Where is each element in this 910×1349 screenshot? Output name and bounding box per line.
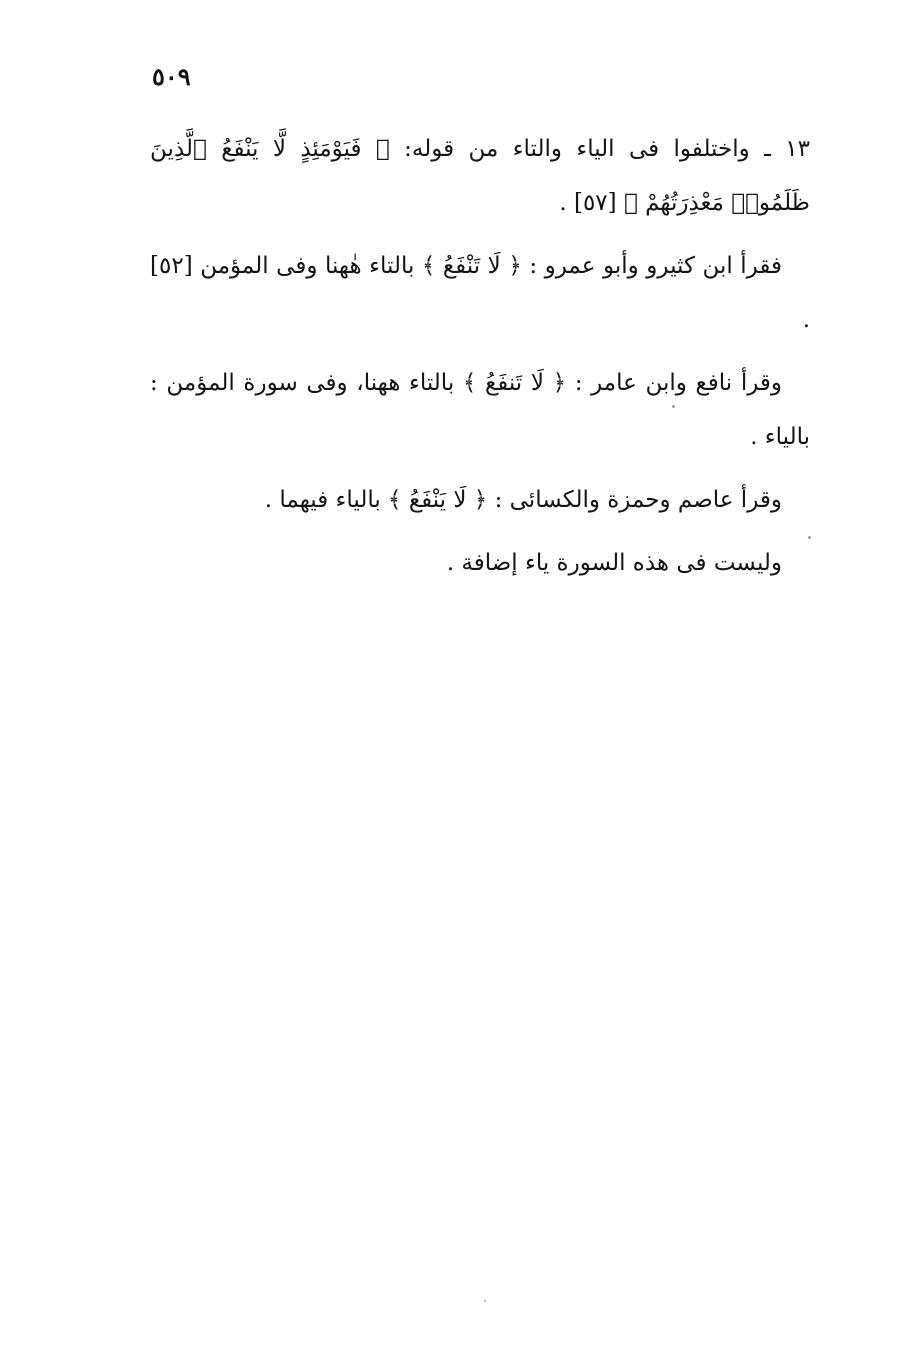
scan-speck <box>484 1300 486 1302</box>
paragraph-no-possessive-ya: وليست فى هذه السورة ياء إضافة . <box>446 550 782 576</box>
paragraph-13-variant-reading: ١٣ ـ واختلفوا فى الياء والتاء من قوله: ﴿ فَيَوْمَئِذٍ لَّا يَنْفَعُ ٱلَّذِينَ ظَلَمُوا۟ مَعْذِرَتُهُمْ ﴾ [٥٧] . <box>150 136 810 216</box>
paragraph-nafi: وقرأ نافع وابن عامر : ﴿ لَا تَنفَعُ ﴾ بالتاء ههنا، وفى سورة المؤمن : بالياء . <box>150 370 810 450</box>
paragraph-asim: وقرأ عاصم وحمزة والكسائى : ﴿ لَا يَنْفَعُ ﴾ بالياء فيهما . <box>264 487 782 513</box>
scan-speck <box>808 536 811 539</box>
paragraph-ibn-kathir: فقرأ ابن كثيرو وأبو عمرو : ﴿ لَا تَنْفَعُ ﴾ بالتاء هٰهنا وفى المؤمن [٥٢] . <box>150 253 810 333</box>
page-number: ٥٠٩ <box>152 62 191 91</box>
page-body <box>150 122 810 599</box>
scan-speck <box>672 405 675 408</box>
